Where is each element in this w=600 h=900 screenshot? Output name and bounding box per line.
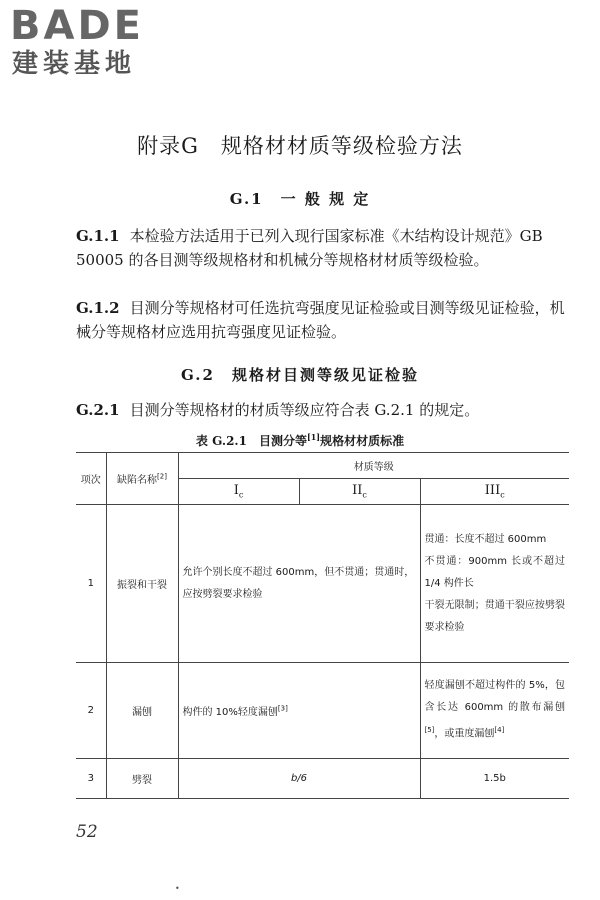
footnote-ref: [2] <box>157 472 167 481</box>
header-grade-group: 材质等级 <box>178 453 569 479</box>
header-defect-name: 缺陷名称[2] <box>106 453 178 505</box>
clause-number: G.2.1 <box>76 401 120 419</box>
caption-text: 表 G.2.1 目测分等 <box>195 434 307 448</box>
row-grade-1-2-value: 允许个别长度不超过 600mm，但不贯通；贯通时，应按劈裂要求检验 <box>178 505 420 663</box>
scan-artifact-dot: • <box>175 884 180 893</box>
caption-footnote-ref: [1] <box>306 432 321 442</box>
table-row <box>76 759 569 799</box>
row-grade-1-2-value: 构件的 10%轻度漏刨[3] <box>178 663 420 759</box>
table-row <box>76 663 569 759</box>
header-grade-1: $I_c$ <box>178 479 299 505</box>
clause-number: G.1.1 <box>76 227 120 245</box>
footnote-ref: [4] <box>494 726 505 735</box>
clause-g2-1 <box>76 398 572 422</box>
clause-text: 目测分等规格材的材质等级应符合表 G.2.1 的规定。 <box>129 401 480 419</box>
table-caption <box>0 432 600 449</box>
logo-wordmark: BADE <box>10 3 144 49</box>
clause-number: G.1.2 <box>76 299 120 317</box>
footnote-ref: [5] <box>424 726 435 735</box>
clause-text: 本检验方法适用于已列入现行国家标准《木结构设计规范》GB 50005 的各目测等级规格材和机械分等规格材材质等级检验。 <box>76 227 543 269</box>
caption-text-end: 规格材材质标准 <box>320 434 405 448</box>
clause-g1-2 <box>76 296 572 344</box>
section-heading-g1: G.1 一 般 规 定 <box>229 190 371 208</box>
row-defect: 振裂和干裂 <box>106 505 178 663</box>
clause-g1-1 <box>76 224 572 272</box>
header-grade-3: $III_c$ <box>420 479 569 505</box>
header-grade-2: $II_c$ <box>299 479 420 505</box>
section-heading-g2: G.2 规格材目测等级见证检验 <box>181 366 419 384</box>
grade-standard-table <box>76 452 569 799</box>
row-item: 3 <box>76 759 106 799</box>
header-item-number: 项次 <box>76 453 106 505</box>
row-item: 1 <box>76 505 106 663</box>
row-grade-1-2-value: b/6 <box>178 759 420 799</box>
appendix-title: 附录G 规格材材质等级检验方法 <box>137 134 463 158</box>
row-defect: 漏刨 <box>106 663 178 759</box>
clause-text: 目测分等规格材可任选抗弯强度见证检验或目测等级见证检验，机械分等规格材应选用抗弯强度见证检验。 <box>76 299 565 341</box>
grade-3-line: 贯通：长度不超过 600mm <box>424 533 547 545</box>
logo-chinese-name: 建装基地 <box>12 49 137 79</box>
grade-3-line: 干裂无限制；贯通干裂应按劈裂要求检验 <box>424 599 565 633</box>
table-row <box>76 505 569 663</box>
row-grade-3-value <box>420 505 569 663</box>
row-defect: 劈裂 <box>106 759 178 799</box>
row-item: 2 <box>76 663 106 759</box>
row-grade-3-value: 轻度漏刨不超过构件的 5%，包含长达 600mm 的散布漏刨[5]，或重度漏刨[4] <box>420 663 569 759</box>
row-grade-3-value: 1.5b <box>420 759 569 799</box>
publisher-logo <box>10 4 144 80</box>
grade-3-line: 不贯通：900mm 长或不超过 1/4 构件长 <box>424 555 565 589</box>
page-number: 52 <box>76 822 98 842</box>
footnote-ref: [3] <box>277 704 288 713</box>
